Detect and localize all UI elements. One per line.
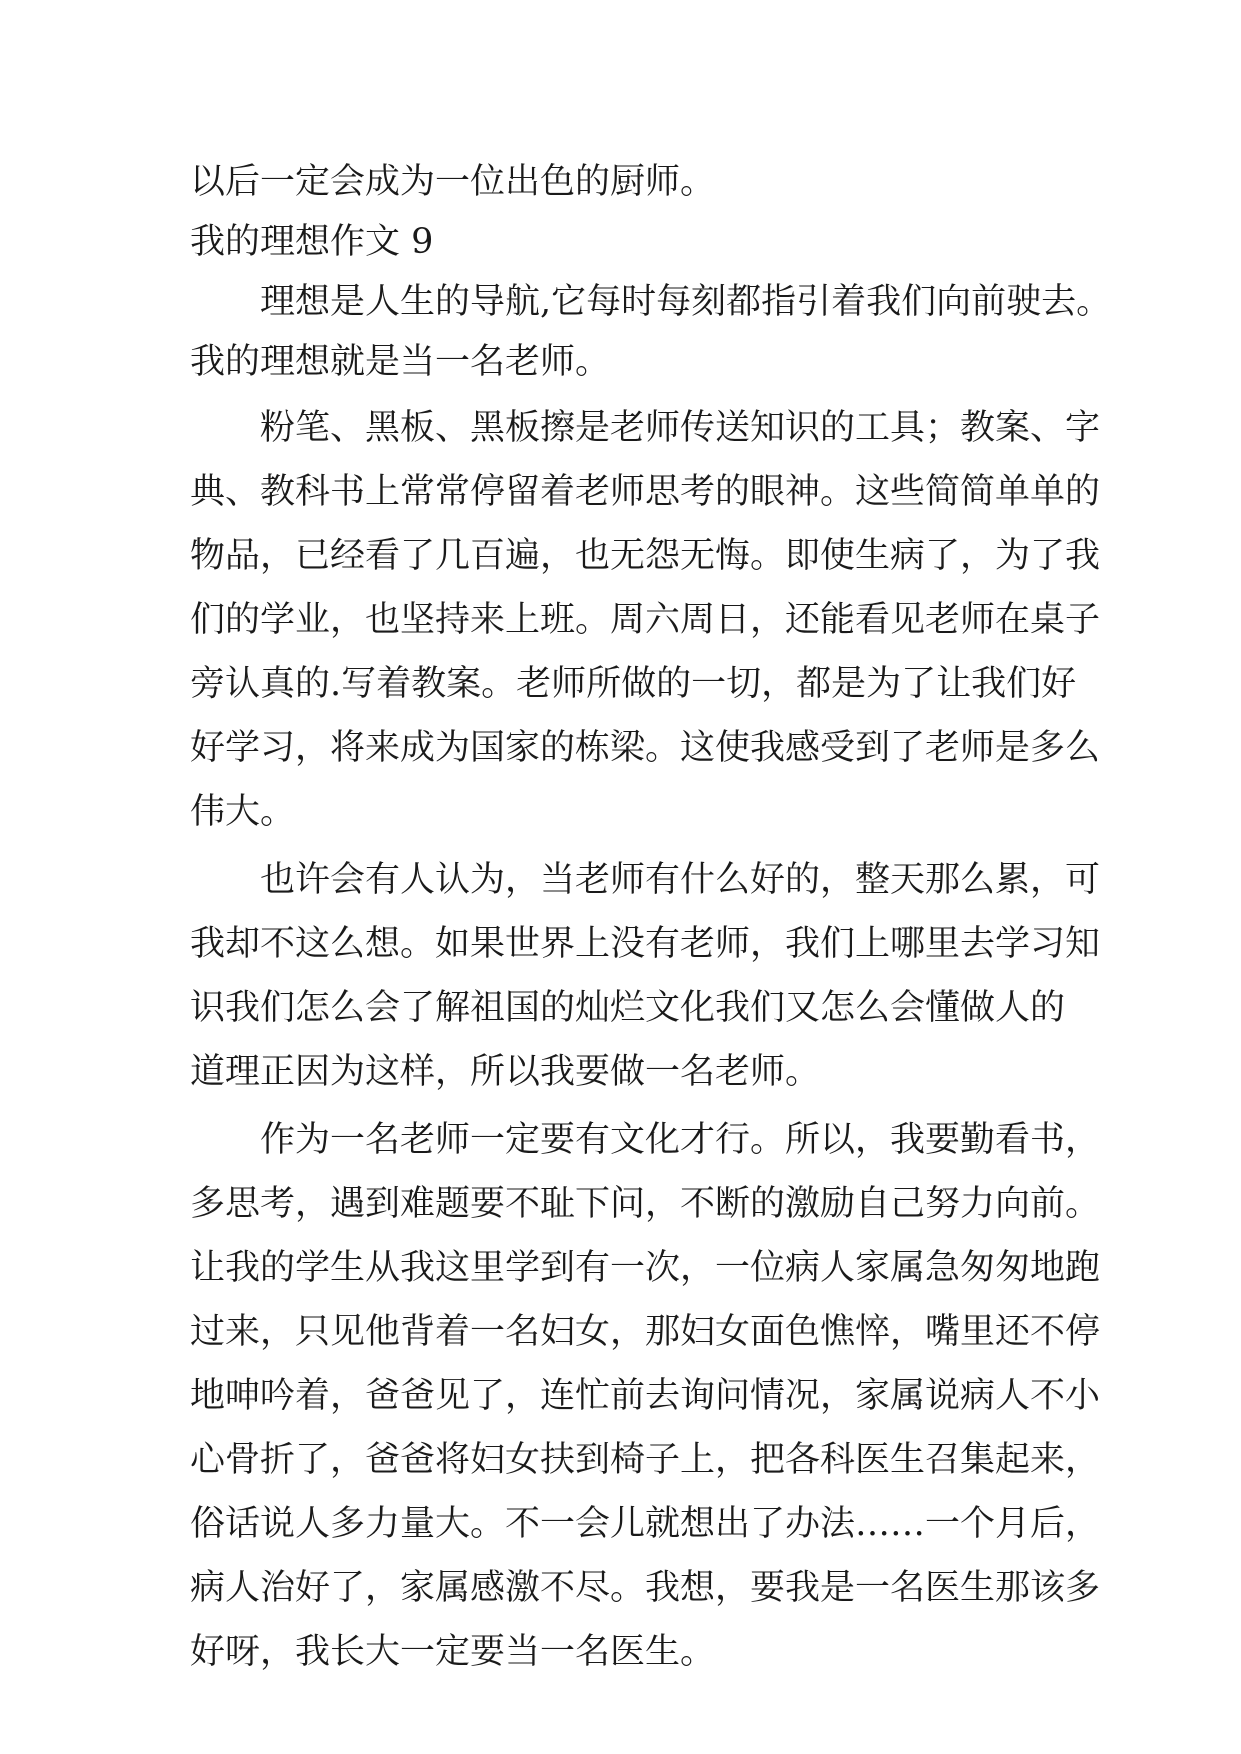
text-line: 好呀，我长大一定要当一名医生。 <box>190 1632 716 1672</box>
text-line: 旁认真的.写着教案。老师所做的一切，都是为了让我们好 <box>190 664 1077 704</box>
text-line: 病人治好了，家属感激不尽。我想，要我是一名医生那该多 <box>190 1568 1101 1608</box>
section-heading: 我的理想作文 9 <box>190 222 434 262</box>
text-line: 让我的学生从我这里学到有一次，一位病人家属急匆匆地跑 <box>190 1248 1101 1288</box>
text-line: 伟大。 <box>190 792 296 832</box>
paragraph-first-line: 粉笔、黑板、黑板擦是老师传送知识的工具；教案、字 <box>260 408 1101 448</box>
text-line: 典、教科书上常常停留着老师思考的眼神。这些简简单单的 <box>190 472 1101 512</box>
text-line: 我却不这么想。如果世界上没有老师，我们上哪里去学习知 <box>190 924 1101 964</box>
text-line: 俗话说人多力量大。不一会儿就想出了办法……一个月后， <box>190 1504 1101 1544</box>
paragraph-first-line: 理想是人生的导航,它每时每刻都指引着我们向前驶去。 <box>260 282 1112 322</box>
text-line: 过来，只见他背着一名妇女，那妇女面色憔悴，嘴里还不停 <box>190 1312 1101 1352</box>
text-line: 地呻吟着，爸爸见了，连忙前去询问情况，家属说病人不小 <box>190 1376 1101 1416</box>
text-line: 识我们怎么会了解祖国的灿烂文化我们又怎么会懂做人的 <box>190 988 1066 1028</box>
paragraph-first-line: 作为一名老师一定要有文化才行。所以，我要勤看书， <box>260 1120 1101 1160</box>
text-line: 物品，已经看了几百遍，也无怨无悔。即使生病了，为了我 <box>190 536 1101 576</box>
text-line: 我的理想就是当一名老师。 <box>190 342 611 382</box>
text-line: 们的学业，也坚持来上班。周六周日，还能看见老师在桌子 <box>190 600 1101 640</box>
text-line: 以后一定会成为一位出色的厨师。 <box>190 162 716 202</box>
text-line: 多思考，遇到难题要不耻下问，不断的激励自己努力向前。 <box>190 1184 1101 1224</box>
text-line: 心骨折了，爸爸将妇女扶到椅子上，把各科医生召集起来， <box>190 1440 1101 1480</box>
text-line: 好学习，将来成为国家的栋梁。这使我感受到了老师是多么 <box>190 728 1101 768</box>
paragraph-first-line: 也许会有人认为，当老师有什么好的，整天那么累，可 <box>260 860 1101 900</box>
text-line: 道理正因为这样，所以我要做一名老师。 <box>190 1052 821 1092</box>
